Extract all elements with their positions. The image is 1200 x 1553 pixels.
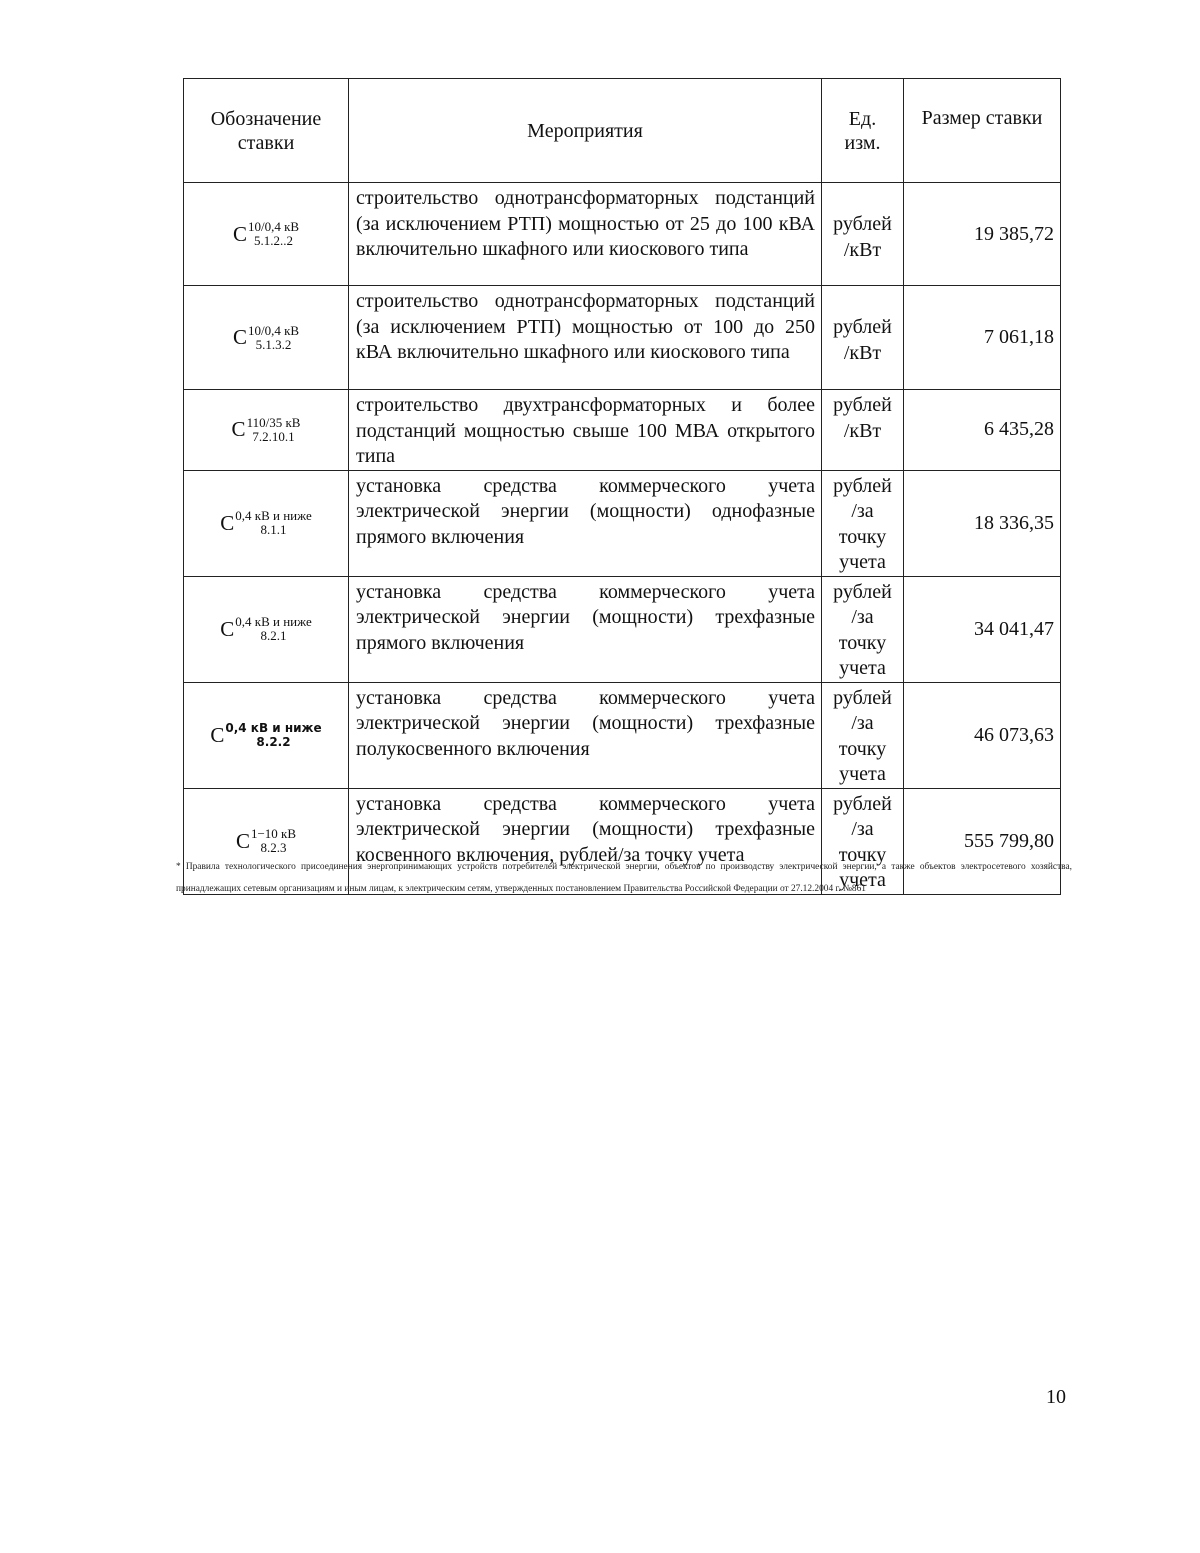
footnote: * Правила технологического присоединения энергопринимающих устройств потребителей электрической энергии, объектов по производству электрической энергии, а также объектов электросетевого хозяйства, принадлежащих сетевым организациям и иным лицам, к электрическим сетям, утвержденных постановлением Правительства Российской Федерации от 27.12.2004 г. №861: [176, 862, 1072, 894]
rate-designation: [184, 390, 349, 471]
rate-designation: [184, 682, 349, 788]
symbol-subscript: 8.2.1: [260, 628, 287, 643]
symbol-subscript: 8.2.2: [256, 735, 291, 749]
symbol-superscript: 0,4 кВ и ниже: [235, 508, 312, 523]
symbol-superscript: 1−10 кВ: [250, 826, 297, 841]
rate-symbol: [233, 324, 299, 352]
symbol-base: C: [220, 510, 235, 535]
rate-value: 6 435,28: [904, 390, 1061, 471]
symbol-base: C: [232, 325, 247, 349]
header-measures: Мероприятия: [349, 79, 822, 183]
table-row: [184, 390, 1061, 471]
rate-description: установка средства коммерческого учета электрической энергии (мощности) однофазные прямого включения: [349, 470, 822, 576]
symbol-superscript: 0,4 кВ и ниже: [235, 614, 312, 629]
table-row: [184, 576, 1061, 682]
rate-value: 19 385,72: [904, 183, 1061, 286]
header-designation: Обозначение ставки: [184, 79, 349, 183]
symbol-superscript: 10/0,4 кВ: [247, 322, 300, 338]
header-unit: Ед. изм.: [822, 79, 904, 183]
rate-unit: рублей /за точку учета: [822, 682, 904, 788]
rate-value: 7 061,18: [904, 286, 1061, 390]
rate-description: строительство двухтрансформаторных и более подстанций мощностью свыше 100 МВА открытого типа: [349, 390, 822, 471]
rate-symbol: [233, 220, 299, 248]
rate-value: 18 336,35: [904, 470, 1061, 576]
symbol-superscript: 110/35 кВ: [246, 414, 301, 430]
symbol-superscript: 10/0,4 кВ: [247, 219, 300, 234]
rate-designation: [184, 470, 349, 576]
rate-description: строительство однотрансформаторных подстанций (за исключением РТП) мощностью от 25 до 100 кВА включительно шкафного или киоскового типа: [349, 183, 822, 286]
symbol-subscript: 5.1.3.2: [255, 336, 292, 352]
rate-value: 34 041,47: [904, 576, 1061, 682]
rate-description: установка средства коммерческого учета электрической энергии (мощности) трехфазные косвенного включения, рублей/за точку учета: [349, 788, 822, 894]
rate-symbol: [232, 416, 301, 444]
symbol-subscript: 8.1.1: [260, 522, 287, 537]
rate-symbol: [220, 615, 311, 643]
symbol-base: C: [235, 828, 250, 853]
rate-description: установка средства коммерческого учета электрической энергии (мощности) трехфазные полукосвенного включения: [349, 682, 822, 788]
header-row: [184, 79, 1061, 183]
rate-designation: [184, 576, 349, 682]
table-row: [184, 682, 1061, 788]
rate-symbol: [220, 509, 311, 537]
rate-description: установка средства коммерческого учета электрической энергии (мощности) трехфазные прямого включения: [349, 576, 822, 682]
rate-description: строительство однотрансформаторных подстанций (за исключением РТП) мощностью от 100 до 250 кВА включительно шкафного или киоскового типа: [349, 286, 822, 390]
rate-symbol: [210, 721, 321, 749]
header-rate: Размер ставки: [904, 79, 1061, 183]
rate-unit: рублей /за точку учета: [822, 470, 904, 576]
table-header: [184, 79, 1061, 183]
symbol-base: C: [210, 722, 225, 747]
rate-value: 46 073,63: [904, 682, 1061, 788]
rate-designation: [184, 183, 349, 286]
symbol-subscript: 8.2.3: [260, 840, 287, 855]
page-number: 10: [1046, 1386, 1066, 1408]
table-row: [184, 286, 1061, 390]
symbol-subscript: 7.2.10.1: [252, 428, 295, 444]
rate-symbol: [236, 827, 296, 855]
table-body: [184, 183, 1061, 895]
rate-designation: [184, 286, 349, 390]
rate-unit: рублей /за точку учета: [822, 788, 904, 894]
table-row: [184, 470, 1061, 576]
symbol-superscript: 0,4 кВ и ниже: [225, 721, 322, 735]
symbol-subscript: 5.1.2..2: [254, 233, 293, 248]
symbol-base: C: [232, 221, 247, 246]
rate-unit: рублей /кВт: [822, 286, 904, 390]
rate-value: 555 799,80: [904, 788, 1061, 894]
rate-table: [183, 78, 1061, 895]
table-row: [184, 183, 1061, 286]
symbol-base: C: [220, 616, 235, 641]
symbol-base: C: [231, 417, 246, 442]
rate-unit: рублей /за точку учета: [822, 576, 904, 682]
rate-unit: рублей /кВт: [822, 183, 904, 286]
rate-unit: рублей /кВт: [822, 390, 904, 471]
